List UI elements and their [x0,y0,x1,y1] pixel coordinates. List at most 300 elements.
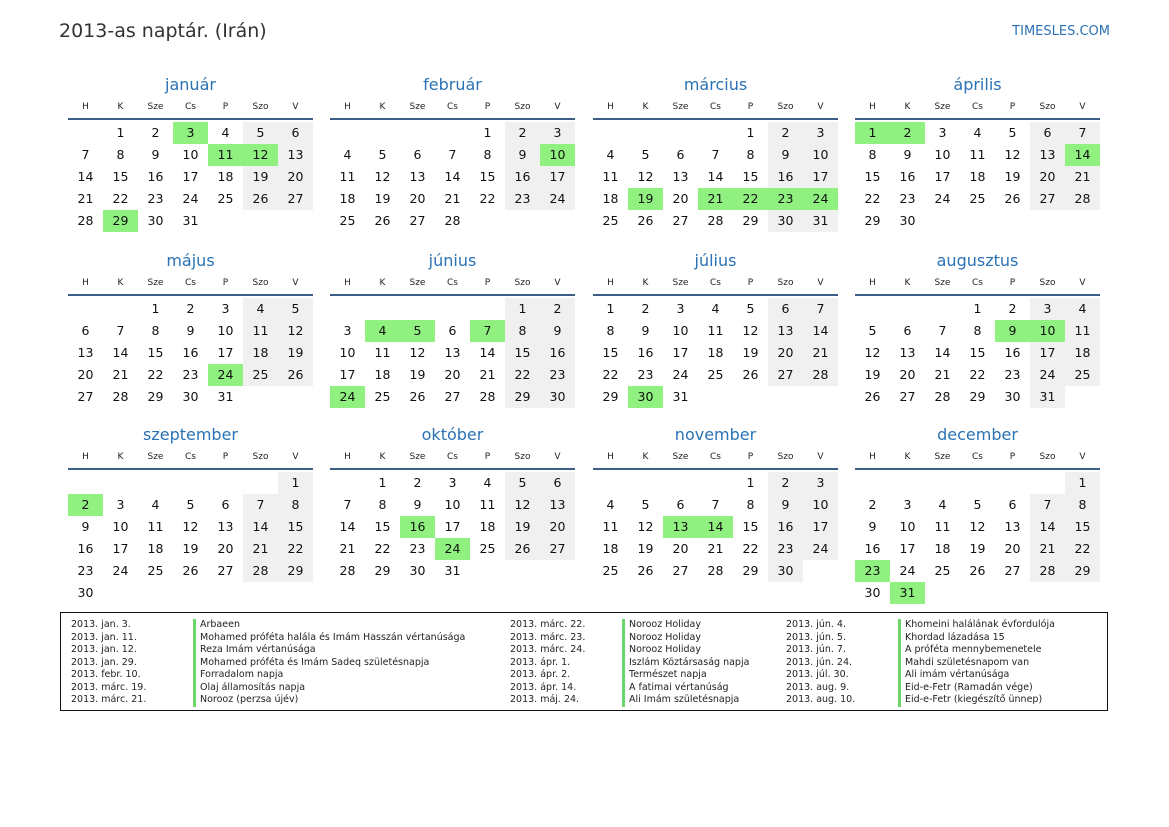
day-cell: 3 [221,301,230,316]
weekday-label: K [904,452,911,462]
day-cell: 26 [637,213,654,228]
weekday-label: K [379,278,386,288]
day-cell: 20 [672,191,689,206]
day-cell: 9 [505,144,540,166]
weekday-label: P [747,278,754,288]
day-cell: 28 [444,213,461,228]
day-cell: 25 [707,367,724,382]
holiday-row [71,619,465,632]
day-cell: 13 [768,320,803,342]
month-name: június [428,251,477,270]
weekday-label: V [292,102,299,112]
day-cell: 20 [77,367,94,382]
empty-cell [663,472,698,494]
weekday-label: K [642,452,649,462]
day-cell: 5 [1008,125,1017,140]
weekday-header [593,446,838,470]
weekday-label: Sze [934,452,951,462]
day-cell: 10 [899,519,916,534]
day-cell: 9 [903,147,912,162]
day-cell: 8 [116,147,125,162]
day-cell: 8 [378,497,387,512]
day-cell: 1 [378,475,387,490]
day-cell: 17 [1030,342,1065,364]
day-cell: 21 [339,541,356,556]
weekday-label: Sze [934,278,951,288]
month-name: október [421,425,484,444]
day-cell: 14 [339,519,356,534]
day-cell: 2 [1008,301,1017,316]
holiday-day: 2 [890,122,925,144]
day-cell: 20 [217,541,234,556]
weekday-label: Cs [972,102,983,112]
holiday-day: 13 [663,516,698,538]
holiday-row [510,619,749,632]
day-cell: 21 [112,367,129,382]
day-cell: 10 [672,323,689,338]
day-cell: 19 [243,166,278,188]
weekday-header [68,272,313,296]
holiday-row [71,682,465,695]
day-cell: 1 [746,125,755,140]
day-cell: 22 [969,367,986,382]
day-cell: 4 [1065,298,1100,320]
empty-cell [470,298,505,320]
day-cell: 21 [707,541,724,556]
day-cell: 24 [934,191,951,206]
day-cell: 10 [217,323,234,338]
day-cell: 15 [147,345,164,360]
holiday-row [510,694,749,707]
day-cell: 9 [768,144,803,166]
month-október [330,424,575,582]
empty-cell [435,298,470,320]
weekday-label: V [1079,452,1086,462]
day-cell: 19 [278,342,313,364]
month-augusztus [855,250,1100,408]
day-cell: 1 [1065,472,1100,494]
day-cell: 21 [803,342,838,364]
holiday-date: 2013. aug. 10. [786,694,856,705]
day-cell: 15 [602,345,619,360]
month-november [593,424,838,582]
day-grid [593,298,838,408]
empty-cell [103,298,138,320]
day-cell: 27 [217,563,234,578]
holiday-row [510,657,749,670]
holiday-date: 2013. ápr. 2. [510,669,571,680]
holiday-day: 23 [768,188,803,210]
day-cell: 18 [707,345,724,360]
holiday-list [60,612,1108,711]
day-cell: 24 [803,538,838,560]
day-cell: 6 [540,472,575,494]
day-cell: 9 [768,494,803,516]
holiday-day: 29 [103,210,138,232]
day-cell: 7 [448,147,457,162]
month-december [855,424,1100,604]
weekday-label: H [82,452,89,462]
weekday-header [330,96,575,120]
empty-cell [698,472,733,494]
day-cell: 18 [339,191,356,206]
weekday-label: P [747,102,754,112]
day-cell: 5 [278,298,313,320]
day-cell: 20 [444,367,461,382]
day-cell: 17 [112,541,129,556]
day-cell: 18 [374,367,391,382]
weekday-label: P [484,102,491,112]
day-cell: 14 [803,320,838,342]
day-cell: 23 [147,191,164,206]
day-cell: 6 [1008,497,1017,512]
day-cell: 13 [217,519,234,534]
day-cell: 25 [217,191,234,206]
holiday-day: 5 [400,320,435,342]
weekday-label: V [292,452,299,462]
day-cell: 1 [483,125,492,140]
day-cell: 18 [602,541,619,556]
day-cell: 27 [768,364,803,386]
day-cell: 3 [803,472,838,494]
day-cell: 10 [339,345,356,360]
holiday-date: 2013. márc. 24. [510,644,586,655]
day-cell: 24 [672,367,689,382]
day-cell: 6 [221,497,230,512]
holiday-day: 23 [855,560,890,582]
holiday-date: 2013. jún. 5. [786,631,847,643]
day-cell: 10 [934,147,951,162]
holiday-date: 2013. márc. 22. [510,619,586,630]
day-cell: 26 [864,389,881,404]
day-cell: 10 [182,147,199,162]
weekday-label: P [1009,102,1016,112]
day-cell: 19 [742,345,759,360]
day-cell: 15 [479,169,496,184]
day-cell: 10 [112,519,129,534]
day-cell: 26 [374,213,391,228]
holiday-day: 2 [68,494,103,516]
empty-cell [628,472,663,494]
day-cell: 6 [676,497,685,512]
weekday-label: Cs [710,102,721,112]
day-cell: 6 [768,298,803,320]
weekday-label: P [484,452,491,462]
holiday-day: 24 [803,188,838,210]
weekday-label: Szo [777,452,794,462]
day-cell: 29 [742,213,759,228]
month-name: május [166,251,215,270]
day-cell: 2 [768,122,803,144]
weekday-header [593,272,838,296]
month-name: július [694,251,737,270]
site-link[interactable]: TIMESLES.COM [1012,24,1110,39]
day-cell: 11 [243,320,278,342]
page-title: 2013-as naptár. (Irán) [59,20,267,42]
empty-cell [435,122,470,144]
empty-cell [663,122,698,144]
month-name: április [953,75,1002,94]
holiday-name: Természet napja [622,669,707,682]
day-cell: 22 [864,191,881,206]
day-cell: 16 [768,516,803,538]
day-cell: 5 [868,323,877,338]
day-grid [855,472,1100,604]
day-cell: 27 [899,389,916,404]
day-cell: 21 [934,367,951,382]
day-cell: 26 [278,364,313,386]
holiday-column [510,619,749,707]
holiday-row [786,669,1055,682]
holiday-date: 2013. máj. 24. [510,694,580,705]
day-cell: 27 [540,538,575,560]
day-cell: 22 [374,541,391,556]
day-cell: 14 [112,345,129,360]
holiday-date: 2013. aug. 9. [786,681,850,693]
day-cell: 25 [147,563,164,578]
day-cell: 12 [1004,147,1021,162]
weekday-header [593,96,838,120]
day-cell: 18 [217,169,234,184]
day-cell: 17 [217,345,234,360]
month-name: december [937,425,1018,444]
day-cell: 29 [505,386,540,408]
empty-cell [68,472,103,494]
day-cell: 29 [278,560,313,582]
day-cell: 16 [77,541,94,556]
weekday-label: V [1079,102,1086,112]
day-cell: 1 [116,125,125,140]
empty-cell [68,122,103,144]
holiday-day: 11 [208,144,243,166]
day-cell: 14 [243,516,278,538]
day-cell: 1 [151,301,160,316]
day-cell: 16 [540,342,575,364]
day-cell: 6 [448,323,457,338]
day-cell: 9 [186,323,195,338]
day-cell: 19 [374,191,391,206]
weekday-label: V [1079,278,1086,288]
weekday-label: P [747,452,754,462]
empty-cell [593,122,628,144]
holiday-day: 12 [243,144,278,166]
day-cell: 16 [768,166,803,188]
day-cell: 26 [243,188,278,210]
day-cell: 21 [444,191,461,206]
day-cell: 9 [540,320,575,342]
day-cell: 4 [343,147,352,162]
day-cell: 4 [221,125,230,140]
day-cell: 30 [147,213,164,228]
holiday-day: 1 [855,122,890,144]
holiday-day: 22 [733,188,768,210]
weekday-label: Cs [710,278,721,288]
weekday-header [330,272,575,296]
holiday-day: 4 [365,320,400,342]
holiday-row [510,669,749,682]
month-március [593,74,838,232]
day-cell: 18 [243,342,278,364]
weekday-label: Sze [672,278,689,288]
empty-cell [243,472,278,494]
day-cell: 3 [116,497,125,512]
holiday-name: Ali Imám születésnapja [622,694,739,707]
day-cell: 24 [112,563,129,578]
day-cell: 25 [969,191,986,206]
day-cell: 28 [1030,560,1065,582]
day-cell: 5 [186,497,195,512]
weekday-label: Szo [1039,278,1056,288]
day-cell: 15 [742,169,759,184]
day-cell: 11 [934,519,951,534]
weekday-label: H [869,452,876,462]
weekday-label: K [379,102,386,112]
holiday-day: 3 [173,122,208,144]
day-cell: 8 [483,147,492,162]
day-cell: 15 [1065,516,1100,538]
empty-cell [103,472,138,494]
day-cell: 25 [479,541,496,556]
day-cell: 7 [711,147,720,162]
day-cell: 2 [540,298,575,320]
holiday-row [71,632,465,645]
holiday-name: Mohamed próféta halála és Imám Hasszán vértanúsága [193,632,465,645]
holiday-date: 2013. jan. 3. [71,619,131,630]
holiday-date: 2013. jún. 24. [786,656,853,668]
holiday-date: 2013. jan. 29. [71,656,137,668]
month-február [330,74,575,232]
day-cell: 18 [1065,342,1100,364]
day-cell: 9 [641,323,650,338]
day-cell: 16 [182,345,199,360]
holiday-row [786,644,1055,657]
month-június [330,250,575,408]
empty-cell [628,122,663,144]
day-grid [593,472,838,582]
day-cell: 25 [602,563,619,578]
day-cell: 30 [768,560,803,582]
day-cell: 27 [1030,188,1065,210]
day-cell: 16 [899,169,916,184]
weekday-label: K [379,452,386,462]
day-cell: 19 [1004,169,1021,184]
day-cell: 12 [969,519,986,534]
day-cell: 8 [746,147,755,162]
day-cell: 14 [1030,516,1065,538]
holiday-day: 10 [540,144,575,166]
day-cell: 19 [182,541,199,556]
day-cell: 17 [934,169,951,184]
weekday-label: Sze [934,102,951,112]
weekday-label: Sze [147,452,164,462]
weekday-label: V [554,278,561,288]
day-cell: 20 [899,367,916,382]
day-cell: 17 [444,519,461,534]
day-cell: 26 [505,538,540,560]
holiday-name: Olaj államosítás napja [193,682,305,695]
day-cell: 21 [77,191,94,206]
day-cell: 9 [151,147,160,162]
weekday-label: Cs [185,102,196,112]
day-cell: 30 [864,585,881,600]
day-cell: 8 [505,320,540,342]
holiday-day: 10 [1030,320,1065,342]
day-cell: 22 [742,541,759,556]
empty-cell [400,298,435,320]
day-cell: 17 [182,169,199,184]
day-cell: 21 [1030,538,1065,560]
day-grid [855,122,1100,232]
weekday-label: K [117,452,124,462]
day-cell: 5 [641,147,650,162]
empty-cell [995,472,1030,494]
holiday-date: 2013. ápr. 14. [510,681,577,693]
holiday-name: A próféta mennybemenetele [898,644,1041,657]
day-cell: 27 [672,213,689,228]
day-cell: 8 [1065,494,1100,516]
holiday-date: 2013. márc. 23. [510,631,586,643]
day-cell: 17 [672,345,689,360]
day-cell: 13 [672,169,689,184]
day-cell: 27 [278,188,313,210]
day-cell: 11 [707,323,724,338]
day-cell: 6 [903,323,912,338]
day-cell: 27 [409,213,426,228]
empty-cell [365,122,400,144]
weekday-label: Szo [514,278,531,288]
day-cell: 13 [77,345,94,360]
day-cell: 7 [938,323,947,338]
holiday-name: A fatimai vértanúság [622,682,729,695]
empty-cell [68,298,103,320]
day-cell: 22 [1065,538,1100,560]
day-cell: 7 [81,147,90,162]
day-cell: 28 [479,389,496,404]
day-cell: 24 [182,191,199,206]
day-cell: 23 [182,367,199,382]
holiday-row [786,632,1055,645]
day-cell: 23 [637,367,654,382]
holiday-row [71,657,465,670]
day-cell: 30 [899,213,916,228]
month-május [68,250,313,408]
day-cell: 12 [864,345,881,360]
day-cell: 20 [768,342,803,364]
holiday-row [510,644,749,657]
weekday-label: K [904,278,911,288]
day-cell: 17 [540,166,575,188]
day-cell: 30 [540,386,575,408]
empty-cell [855,298,890,320]
day-cell: 20 [540,516,575,538]
day-cell: 8 [278,494,313,516]
weekday-label: Szo [777,102,794,112]
day-cell: 12 [278,320,313,342]
day-cell: 11 [1065,320,1100,342]
day-cell: 13 [278,144,313,166]
day-cell: 16 [637,345,654,360]
day-grid [330,122,575,232]
day-cell: 8 [151,323,160,338]
holiday-day: 21 [698,188,733,210]
weekday-label: Szo [1039,452,1056,462]
day-cell: 4 [606,147,615,162]
day-cell: 23 [540,364,575,386]
day-cell: 26 [409,389,426,404]
weekday-label: P [222,102,229,112]
day-cell: 9 [868,519,877,534]
day-cell: 15 [112,169,129,184]
